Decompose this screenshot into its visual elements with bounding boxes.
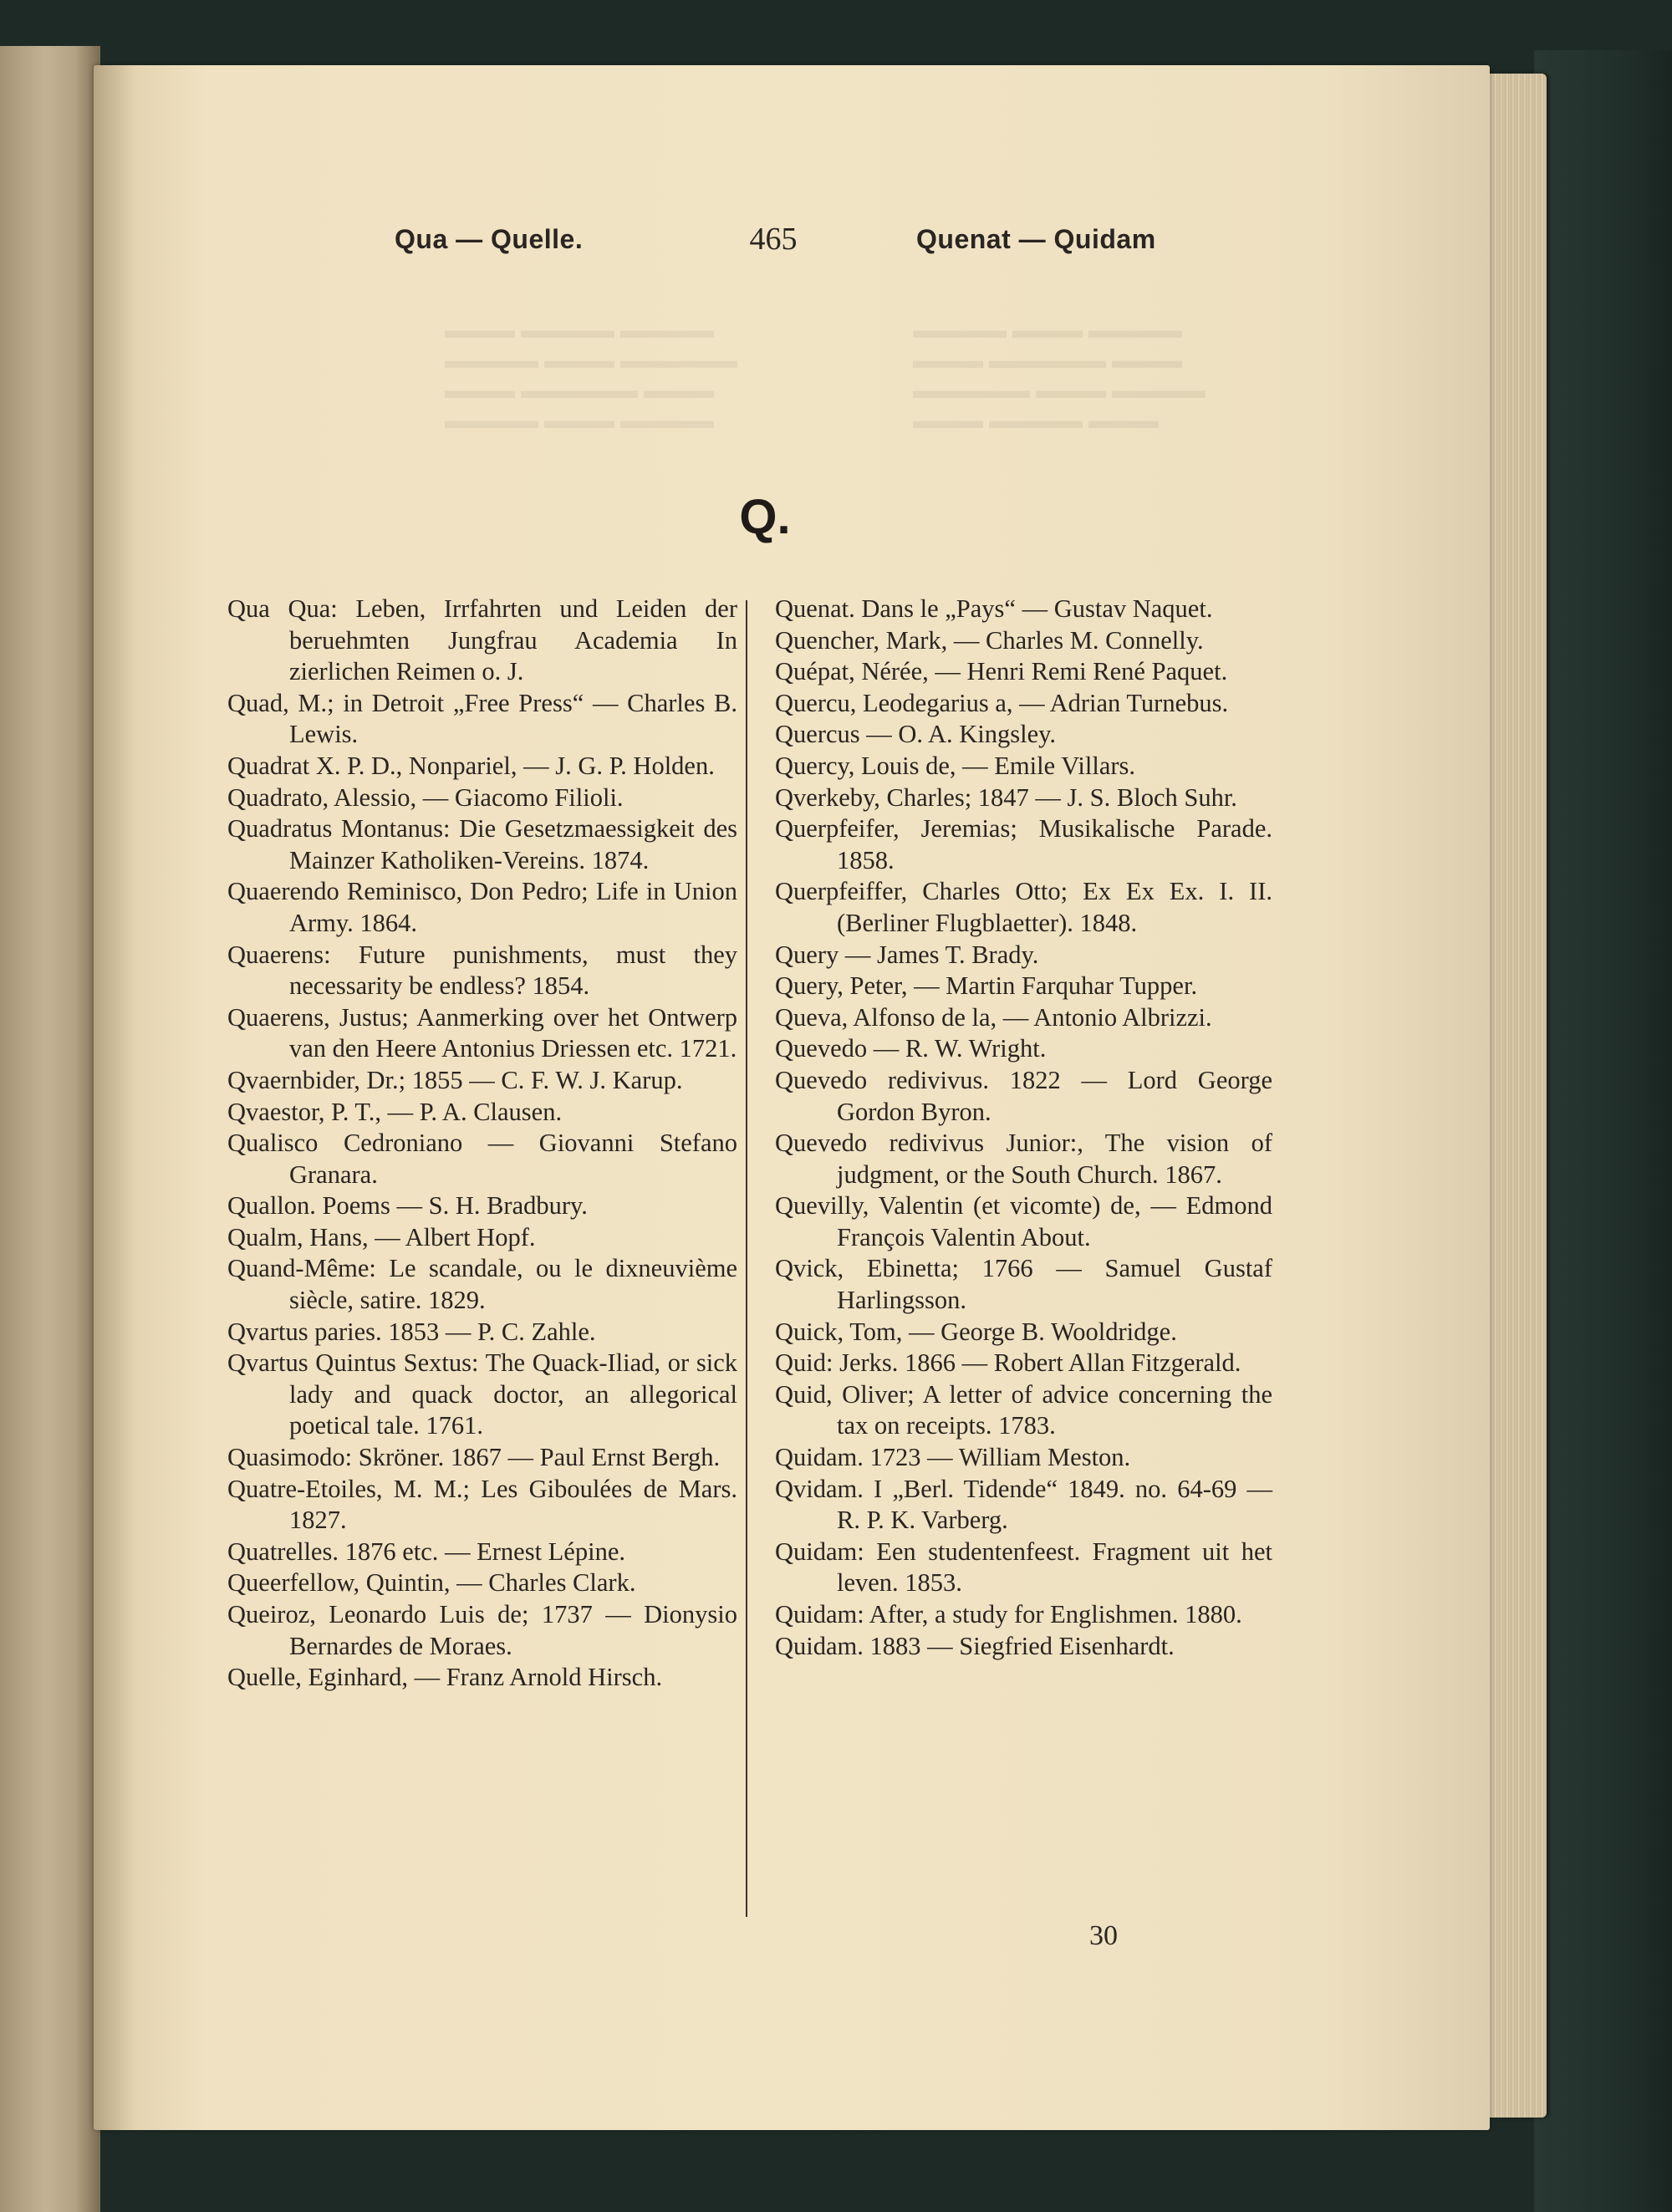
index-entry: Quid: Jerks. 1866 — Robert Allan Fitzgerald. (775, 1348, 1241, 1378)
page-edges (1480, 74, 1547, 2118)
left-column (227, 594, 737, 1694)
index-entry: Qvartus paries. 1853 — P. C. Zahle. (227, 1317, 596, 1346)
index-entry: Quadratus Montanus: Die Gesetzmaessigkeit des Mainzer Katholiken-Vereins. 1874. (227, 814, 737, 874)
index-entry: Quenat. Dans le „Pays“ — Gustav Naquet. (775, 594, 1213, 623)
index-entry: Quercy, Louis de, — Emile Villars. (775, 751, 1136, 780)
index-entry: Quick, Tom, — George B. Wooldridge. (775, 1317, 1177, 1346)
index-entry: Querpfeiffer, Charles Otto; Ex Ex Ex. I. II. (Berliner Flugblaetter). 1848. (775, 877, 1272, 937)
index-entry: Quaerens, Justus; Aanmerking over het Ontwerp van den Heere Antonius Driessen etc. 1721. (227, 1002, 737, 1063)
index-entry: Query — James T. Brady. (775, 940, 1039, 969)
index-entry: Qvidam. I „Berl. Tidende“ 1849. no. 64-69 — R. P. K. Varberg. (775, 1474, 1272, 1535)
index-entry: Quevedo — R. W. Wright. (775, 1034, 1047, 1063)
section-letter: Q. (739, 490, 791, 544)
index-entry: Quercu, Leodegarius a, — Adrian Turnebus. (775, 688, 1229, 717)
running-head-right: Quenat — Quidam (916, 224, 1156, 254)
index-entry: Quelle, Eginhard, — Franz Arnold Hirsch. (227, 1663, 663, 1692)
index-entry: Quevilly, Valentin (et vicomte) de, — Edmond François Valentin About. (775, 1191, 1272, 1251)
index-entry: Quidam: After, a study for Englishmen. 1880. (775, 1600, 1242, 1628)
index-entry: Quallon. Poems — S. H. Bradbury. (227, 1191, 588, 1221)
index-entry: Quad, M.; in Detroit „Free Press“ — Charles B. Lewis. (227, 688, 737, 749)
index-entry: Queva, Alfonso de la, — Antonio Albrizzi. (775, 1002, 1212, 1032)
previous-page-edge (0, 46, 100, 2212)
index-entry: Qua Qua: Leben, Irrfahrten und Leiden der beruehmten Jungfrau Academia In zierlichen Reimen o. J. (227, 594, 737, 686)
index-entry: Quatre-Etoiles, M. M.; Les Giboulées de Mars. 1827. (227, 1474, 737, 1535)
show-through-right: ▬▬▬▬ ▬▬▬ ▬▬▬▬ ▬▬▬ ▬▬▬▬▬ ▬▬▬ ▬▬▬▬▬ ▬▬▬ ▬▬▬▬ ▬▬▬ ▬▬▬▬ ▬▬▬ (913, 318, 1206, 434)
index-entry: Quaerens: Future punishments, must they necessarity be endless? 1854. (227, 940, 737, 1001)
index-entry: Qualisco Cedroniano — Giovanni Stefano Granara. (227, 1129, 737, 1189)
index-entry: Qvartus Quintus Sextus: The Quack-Iliad, or sick lady and quack doctor, an allegorical poetical tale. 1761. (227, 1348, 737, 1440)
index-entry: Queerfellow, Quintin, — Charles Clark. (227, 1568, 636, 1598)
index-entry: Qvaestor, P. T., — P. A. Clausen. (227, 1097, 563, 1126)
index-entry: Quidam: Een studentenfeest. Fragment uit het leven. 1853. (775, 1537, 1272, 1598)
index-entry: Quevedo redivivus. 1822 — Lord George Gordon Byron. (775, 1065, 1272, 1126)
index-entry: Quand-Même: Le scandale, ou le dixneuvième siècle, satire. 1829. (227, 1254, 737, 1315)
index-entry: Quidam. 1723 — William Meston. (775, 1443, 1131, 1472)
running-head-left: Qua — Quelle. (395, 224, 584, 254)
index-entry: Qvaernbider, Dr.; 1855 — C. F. W. J. Karup. (227, 1065, 683, 1094)
index-entry: Query, Peter, — Martin Farquhar Tupper. (775, 971, 1198, 1001)
signature-mark: 30 (1089, 1920, 1118, 1951)
index-entry: Quadrat X. P. D., Nonpariel, — J. G. P. Holden. (227, 751, 715, 780)
index-entry: Queiroz, Leonardo Luis de; 1737 — Dionysio Bernardes de Moraes. (227, 1600, 737, 1660)
index-entry: Quadrato, Alessio, — Giacomo Filioli. (227, 782, 624, 812)
index-entry: Quidam. 1883 — Siegfried Eisenhardt. (775, 1631, 1175, 1660)
column-rule (746, 600, 747, 1917)
index-entry: Qualm, Hans, — Albert Hopf. (227, 1222, 536, 1251)
book-cover (1534, 50, 1672, 2212)
index-entry: Qverkeby, Charles; 1847 — J. S. Bloch Suhr. (775, 782, 1237, 812)
show-through-left: ▬▬▬ ▬▬▬▬ ▬▬▬▬ ▬▬▬▬ ▬▬▬ ▬▬▬▬▬ ▬▬▬ ▬▬▬▬▬ ▬▬▬ ▬▬▬▬ ▬▬▬ ▬▬▬▬ (445, 318, 737, 434)
index-entry: Quatrelles. 1876 etc. — Ernest Lépine. (227, 1537, 625, 1566)
index-entry: Quercus — O. A. Kingsley. (775, 720, 1057, 749)
index-entry: Quasimodo: Skröner. 1867 — Paul Ernst Bergh. (227, 1443, 721, 1472)
index-entry: Qvick, Ebinetta; 1766 — Samuel Gustaf Harlingsson. (775, 1254, 1272, 1315)
index-entry: Quencher, Mark, — Charles M. Connelly. (775, 625, 1204, 655)
page-number: 465 (749, 222, 798, 257)
right-column (775, 594, 1272, 1662)
index-entry: Querpfeifer, Jeremias; Musikalische Parade. 1858. (775, 814, 1272, 874)
index-entry: Quevedo redivivus Junior:, The vision of judgment, or the South Church. 1867. (775, 1129, 1272, 1189)
index-entry: Quid, Oliver; A letter of advice concerning the tax on receipts. 1783. (775, 1379, 1272, 1440)
index-entry: Quépat, Nérée, — Henri Remi René Paquet. (775, 657, 1228, 686)
index-entry: Quaerendo Reminisco, Don Pedro; Life in Union Army. 1864. (227, 877, 737, 937)
